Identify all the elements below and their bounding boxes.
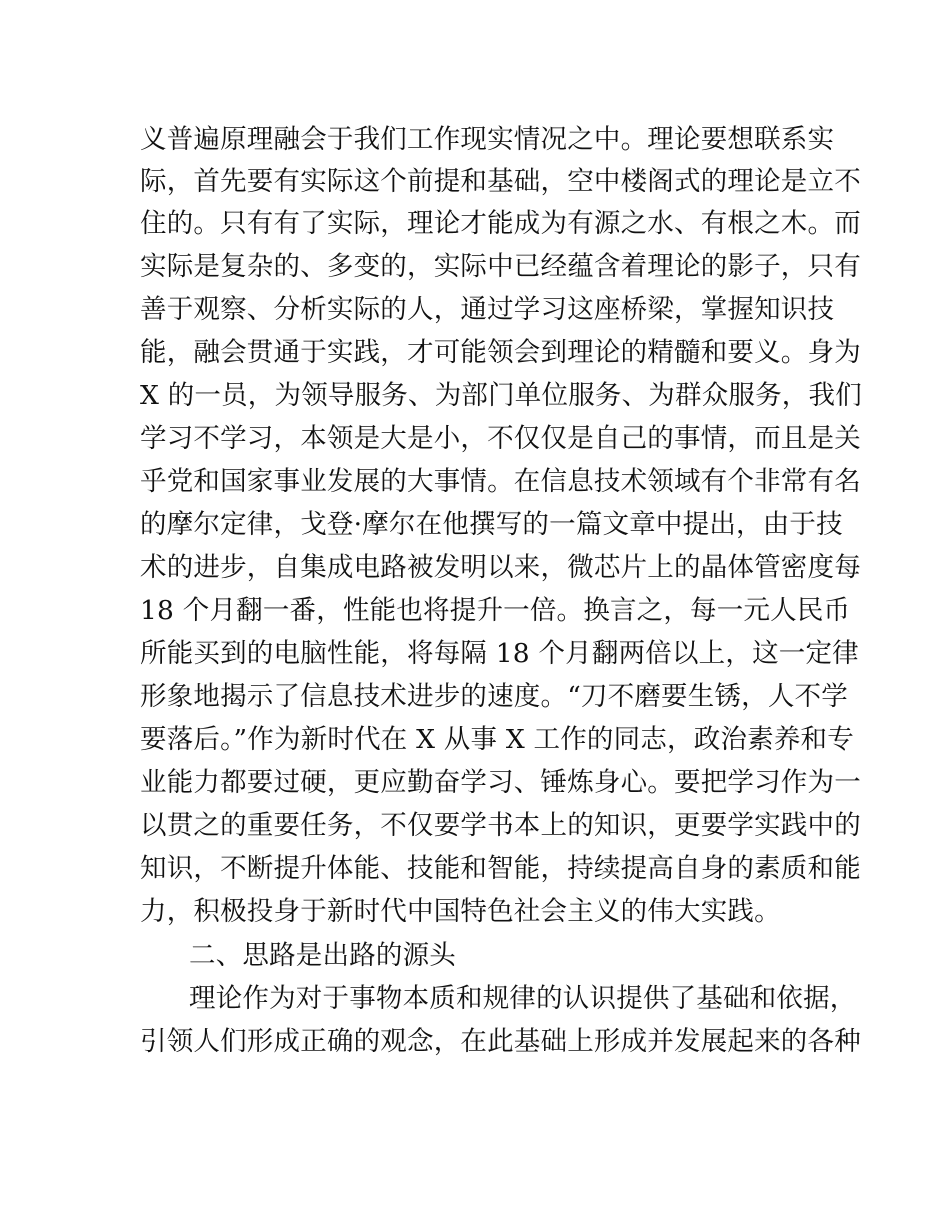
text-line-4: 实际是复杂的、多变的，实际中已经蕴含着理论的影子，只有 [140, 251, 861, 282]
text-line-17: 以贯之的重要任务，不仅要学书本上的知识，更要学实践中的 [140, 810, 861, 841]
text-line-19: 力，积极投身于新时代中国特色社会主义的伟大实践。 [140, 896, 781, 927]
text-line-1: 义普遍原理融会于我们工作现实情况之中。理论要想联系实 [140, 124, 835, 155]
text-line-15: 要落后。”作为新时代在 X 从事 X 工作的同志，政治素养和专 [140, 724, 854, 755]
text-line-10: 的摩尔定律，戈登·摩尔在他撰写的一篇文章中提出，由于技 [140, 509, 843, 540]
text-line-21: 引领人们形成正确的观念，在此基础上形成并发展起来的各种 [140, 1026, 861, 1057]
text-line-18: 知识，不断提升体能、技能和智能，持续提高自身的素质和能 [140, 853, 861, 884]
text-line-8: 学习不学习，本领是大是小，不仅仅是自己的事情，而且是关 [140, 423, 861, 454]
text-line-20: 理论作为对于事物本质和规律的认识提供了基础和依据， [189, 983, 857, 1014]
section-heading: 二、思路是出路的源头 [189, 940, 456, 971]
text-line-11: 术的进步，自集成电路被发明以来，微芯片上的晶体管密度每 [140, 552, 861, 583]
text-line-3: 住的。只有有了实际，理论才能成为有源之水、有根之木。而 [140, 208, 861, 239]
text-line-12: 18 个月翻一番，性能也将提升一倍。换言之，每一元人民币 [140, 595, 851, 626]
text-line-6: 能，融会贯通于实践，才可能领会到理论的精髓和要义。身为 [140, 337, 861, 368]
text-line-13: 所能买到的电脑性能，将每隔 18 个月翻两倍以上，这一定律 [140, 638, 859, 669]
text-line-16: 业能力都要过硬，更应勤奋学习、锤炼身心。要把学习作为一 [140, 767, 861, 798]
text-line-5: 善于观察、分析实际的人，通过学习这座桥梁，掌握知识技 [140, 294, 835, 325]
text-line-7: X 的一员，为领导服务、为部门单位服务、为群众服务，我们 [140, 380, 862, 411]
text-line-9: 乎党和国家事业发展的大事情。在信息技术领域有个非常有名 [140, 466, 861, 497]
text-line-14: 形象地揭示了信息技术进步的速度。“刀不磨要生锈，人不学 [140, 681, 848, 712]
text-line-2: 际，首先要有实际这个前提和基础，空中楼阁式的理论是立不 [140, 166, 861, 197]
